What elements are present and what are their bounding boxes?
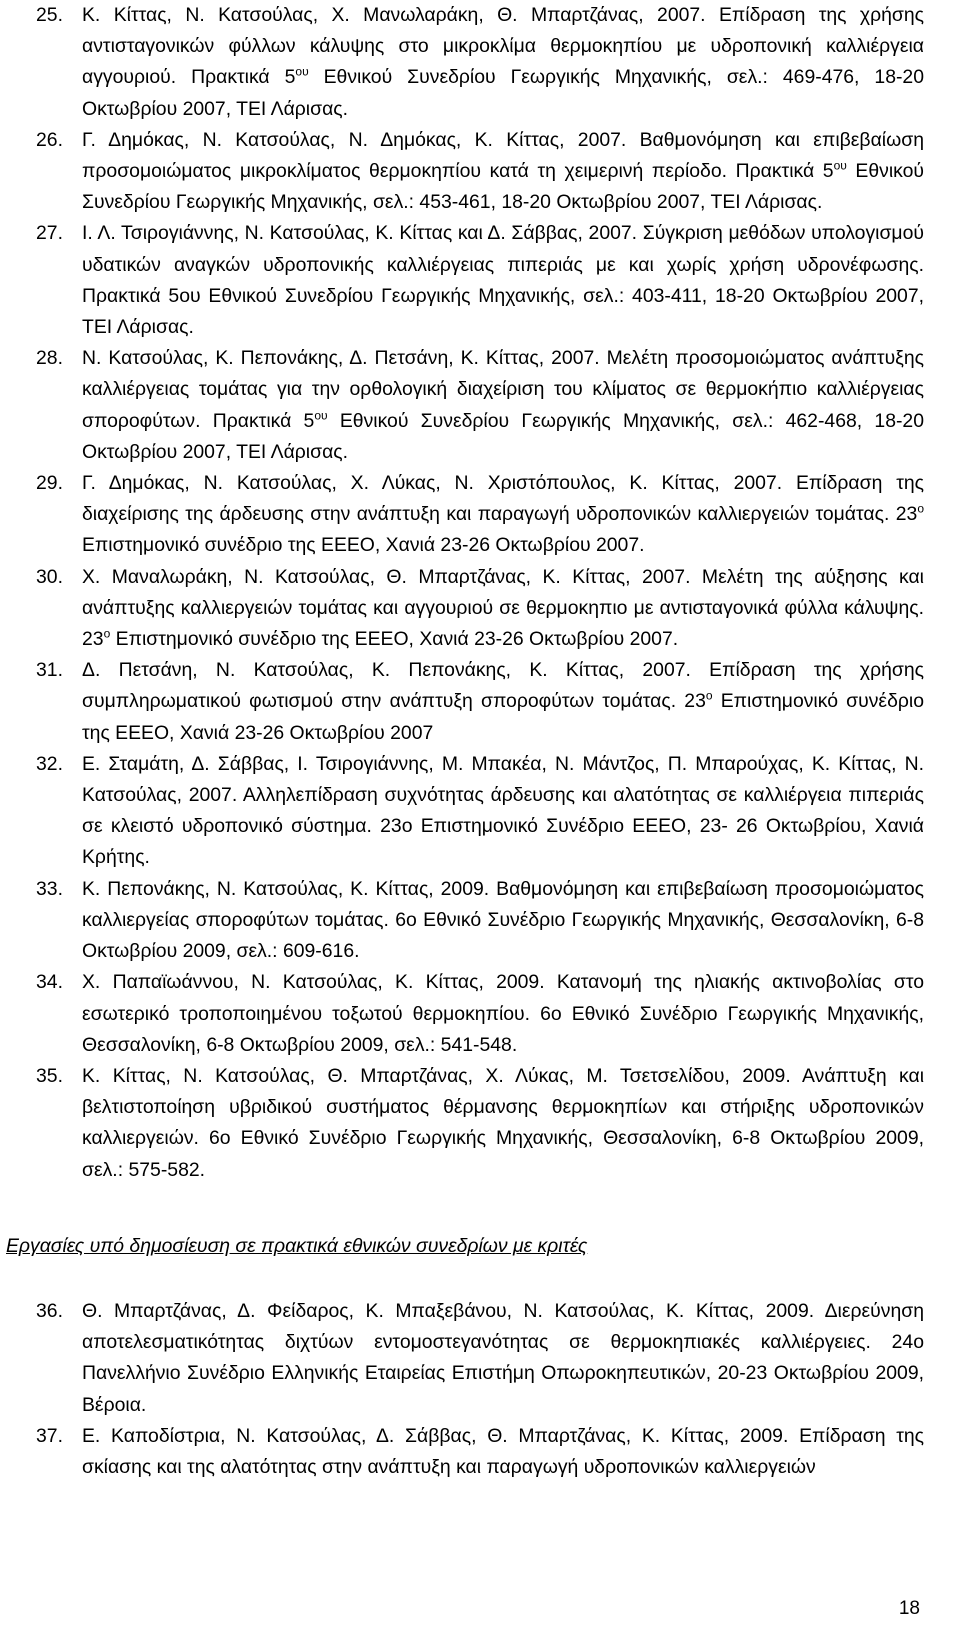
reference-text: Κ. Πεπονάκης, Ν. Κατσούλας, Κ. Κίττας, 2009. Βαθμονόμηση και επιβεβαίωση προσομοιώματος καλλιεργείας σποροφύτων τομάτας. 6ο Εθνικό Συνέδριο Γεωργικής Μηχανικής, Θεσσαλονίκη, 6-8 Οκτωβρίου 2009, σελ.: 609-616. [82, 877, 924, 963]
reference-item [36, 1296, 924, 1421]
reference-text: Δ. Πετσάνη, Ν. Κατσούλας, Κ. Πεπονάκης, Κ. Κίττας, 2007. Επίδραση της χρήσης συμπληρωματικού φωτισμού στην ανάπτυξη σποροφύτων τομάτας. $23^o$ Επιστημονικό συνέδριο της ΕΕΕΟ, Χανιά 23-26 Οκτωβρίου 2007 [82, 659, 924, 744]
reference-text: Χ. Μαναλωράκη, Ν. Κατσούλας, Θ. Μπαρτζάνας, Κ. Κίττας, 2007. Μελέτη της αύξησης και ανάπτυξης καλλιεργειών τομάτας και αγγουριού σε θερμοκηπιο με αντισταγονικά φύλλα κάλυψης. $23^o$ Επιστημονικό συνέδριο της ΕΕΕΟ, Χανιά 23-26 Οκτωβρίου 2007. [82, 565, 924, 651]
reference-number: 29. [36, 472, 63, 495]
reference-text: Ν. Κατσούλας, Κ. Πεπονάκης, Δ. Πετσάνη, Κ. Κίττας, 2007. Μελέτη προσομοιώματος ανάπτυξης καλλιέργειας τομάτας για την ορθολογική διαχείριση του κλίματος σε θερμοκήπιο καλλιέργειας σποροφύτων. Πρακτικά $5^{o\upsilon}$ Εθνικού Συνεδρίου Γεωργικής Μηχανικής, σελ.: 462-468, 18-20 Οκτωβρίου 2007, ΤΕΙ Λάρισας. [82, 347, 925, 463]
reference-text: Θ. Μπαρτζάνας, Δ. Φείδαρος, Κ. Μπαξεβάνου, Ν. Κατσούλας, Κ. Κίττας, 2009. Διερεύνηση αποτελεσματικότητας διχτύων εντομοστεγανότητας σε θερμοκηπιακές καλλιέργειες. 24ο Πανελλήνιο Συνέδριο Ελληνικής Εταιρείας Επιστήμη Οπωροκηπευτικών, 20-23 Οκτωβρίου 2009, Βέροια. [82, 1300, 924, 1416]
reference-number: 26. [36, 128, 63, 151]
reference-number: 37. [36, 1424, 63, 1447]
reference-item [36, 1061, 924, 1186]
page-number: 18 [898, 1598, 920, 1619]
reference-number: 25. [36, 4, 63, 26]
reference-text: Κ. Κίττας, Ν. Κατσούλας, Χ. Μανωλαράκη, Θ. Μπαρτζάνας, 2007. Επίδραση της χρήσης αντισταγονικών φύλλων κάλυψης στο μικροκλίμα θερμοκηπίου με υδροπονική καλλιέργεια αγγουριού. Πρακτικά $5^{o\upsilon}$ Εθνικού Συνεδρίου Γεωργικής Μηχανικής, σελ.: 469-476, 18-20 Οκτωβρίου 2007, ΤΕΙ Λάρισας. [82, 4, 924, 120]
reference-list [36, 0, 924, 1186]
reference-text: Γ. Δημόκας, Ν. Κατσούλας, Χ. Λύκας, Ν. Χριστόπουλος, Κ. Κίττας, 2007. Επίδραση της διαχείρισης της άρδευσης στην ανάπτυξη και παραγωγή υδροπονικών καλλιεργειών τομάτας. $23^o$ Επιστημονικό συνέδριο της ΕΕΕΟ, Χανιά 23-26 Οκτωβρίου 2007. [82, 472, 924, 557]
reference-item [36, 655, 924, 749]
reference-text: Κ. Κίττας, Ν. Κατσούλας, Θ. Μπαρτζάνας, Χ. Λύκας, Μ. Τσετσελίδου, 2009. Ανάπτυξη και βελτιστοποίηση υβριδικού συστήματος θέρμανσης θερμοκηπίων και στήριξης υδροπονικών καλλιεργειών. 6ο Εθνικό Συνέδριο Γεωργικής Μηχανικής, Θεσσαλονίκη, 6-8 Οκτωβρίου 2009, σελ.: 575-582. [82, 1064, 924, 1181]
reference-number: 28. [36, 347, 63, 370]
reference-text: Ε. Σταμάτη, Δ. Σάββας, Ι. Τσιρογιάννης, Μ. Μπακέα, Ν. Μάντζος, Π. Μπαρούχας, Κ. Κίττας, Ν. Κατσούλας, 2007. Αλληλεπίδραση συχνότητας άρδευσης και αλατότητας σε καλλιέργεια πιπεριάς σε κλειστό υδροπονικό σύστημα. 23ο Επιστημονικό Συνέδριο ΕΕΕΟ, 23- 26 Οκτωβρίου, Χανιά Κρήτης. [82, 752, 924, 869]
reference-item [36, 125, 924, 219]
section-heading: Εργασίες υπό δημοσίευση σε πρακτικά εθνικών συνεδρίων με κριτές [6, 1235, 588, 1257]
reference-text: Ι. Λ. Τσιρογιάννης, Ν. Κατσούλας, Κ. Κίττας και Δ. Σάββας, 2007. Σύγκριση μεθόδων υπολογισμού υδατικών αναγκών υδροπονικής καλλιέργειας πιπεριάς με και χωρίς χρήση υδρονέφωσης. Πρακτικά 5ου Εθνικού Συνεδρίου Γεωργικής Μηχανικής, σελ.: 403-411, 18-20 Οκτωβρίου 2007, ΤΕΙ Λάρισας. [82, 222, 924, 339]
reference-item [36, 967, 924, 1061]
reference-item [36, 874, 924, 968]
reference-number: 27. [36, 222, 63, 245]
reference-number: 33. [36, 877, 63, 900]
reference-list-under-publication [36, 1296, 924, 1483]
reference-number: 30. [36, 565, 63, 588]
reference-item [36, 468, 924, 562]
reference-item [36, 218, 924, 343]
reference-number: 34. [36, 971, 63, 994]
reference-item [36, 562, 924, 656]
reference-text: Χ. Παπαϊωάννου, Ν. Κατσούλας, Κ. Κίττας, 2009. Κατανομή της ηλιακής ακτινοβολίας στο εσωτερικό τροποποιημένου τοξωτού θερμοκηπίου. 6ο Εθνικό Συνέδριο Γεωργικής Μηχανικής, Θεσσαλονίκη, 6-8 Οκτωβρίου 2009, σελ.: 541-548. [82, 971, 924, 1056]
reference-item [36, 749, 924, 874]
reference-text: Γ. Δημόκας, Ν. Κατσούλας, Ν. Δημόκας, Κ. Κίττας, 2007. Βαθμονόμηση και επιβεβαίωση προσομοιώματος μικροκλίματος θερμοκηπίου κατά τη χειμερινή περίοδο. Πρακτικά $5^{o\upsilon}$ Εθνικού Συνεδρίου Γεωργικής Μηχανικής, σελ.: 453-461, 18-20 Οκτωβρίου 2007, ΤΕΙ Λάρισας. [82, 128, 924, 214]
reference-text: Ε. Καποδίστρια, Ν. Κατσούλας, Δ. Σάββας, Θ. Μπαρτζάνας, Κ. Κίττας, 2009. Επίδραση της σκίασης και της αλατότητας στην ανάπτυξη και παραγωγή υδροπονικών καλλιεργειών [82, 1424, 924, 1479]
reference-number: 36. [36, 1300, 63, 1322]
reference-item [36, 1421, 924, 1483]
reference-item [36, 0, 924, 125]
reference-number: 31. [36, 659, 63, 682]
reference-number: 35. [36, 1064, 63, 1087]
reference-item [36, 343, 924, 468]
reference-number: 32. [36, 752, 63, 775]
